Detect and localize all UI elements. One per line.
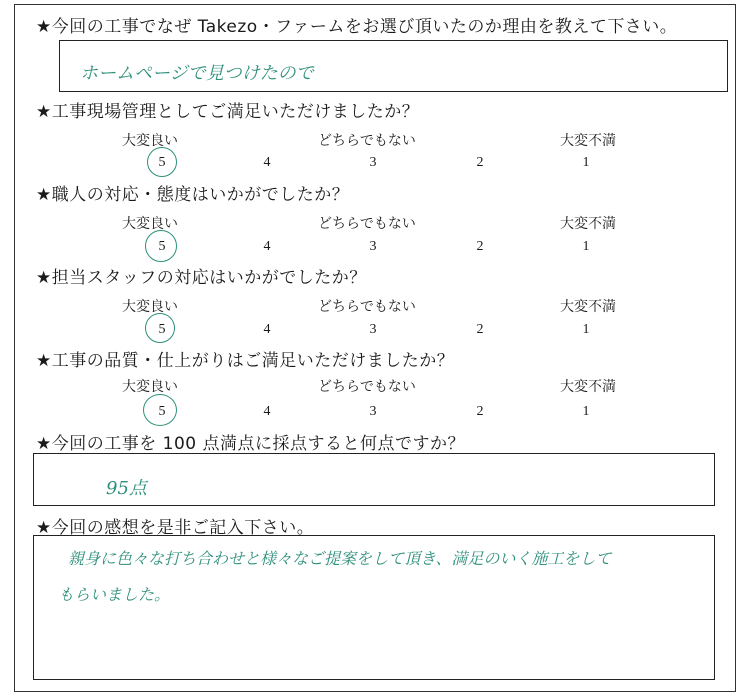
rating-3: 3: [369, 155, 377, 170]
rating-1: 1: [582, 404, 590, 419]
scale-label-worst: 大変不満: [560, 133, 616, 149]
scale-label-neutral: どちらでもない: [318, 133, 416, 149]
scale-label-neutral: どちらでもない: [318, 379, 416, 395]
scale-label-best: 大変良い: [122, 133, 178, 149]
scale-label-neutral: どちらでもない: [318, 216, 416, 232]
question-reason: ★今回の工事でなぜ Takezo・ファームをお選び頂いたのか理由を教えて下さい。: [36, 17, 678, 37]
answer-box-score: [33, 453, 715, 506]
question-craftsman-attitude: ★職人の対応・態度はいかがでしたか？: [36, 185, 350, 205]
rating-4: 4: [263, 322, 271, 337]
answer-reason: ホームページで見つけたので: [80, 63, 314, 84]
scale-label-best: 大変良い: [122, 299, 178, 315]
answer-comment-line-1: 親身に色々な打ち合わせと様々なご提案をして頂き、満足のいく施工をして: [68, 549, 612, 568]
rating-2: 2: [476, 155, 484, 170]
scale-label-worst: 大変不満: [560, 299, 616, 315]
rating-4: 4: [263, 404, 271, 419]
rating-4: 4: [263, 239, 271, 254]
rating-5: 5: [158, 322, 166, 337]
rating-3: 3: [369, 322, 377, 337]
rating-2: 2: [476, 322, 484, 337]
question-score: ★今回の工事を 100 点満点に採点すると何点ですか？: [36, 434, 465, 454]
question-comments: ★今回の感想を是非ご記入下さい。: [36, 518, 315, 538]
answer-comment-line-2: もらいました。: [58, 585, 171, 604]
question-staff-response: ★担当スタッフの対応はいかがでしたか？: [36, 268, 367, 288]
answer-box-reason: [59, 40, 728, 92]
rating-2: 2: [476, 239, 484, 254]
question-site-management: ★工事現場管理としてご満足いただけましたか？: [36, 102, 420, 122]
answer-box-comments: [33, 535, 715, 680]
scale-label-best: 大変良い: [122, 379, 178, 395]
scale-label-worst: 大変不満: [560, 379, 616, 395]
rating-3: 3: [369, 404, 377, 419]
rating-5: 5: [158, 155, 166, 170]
rating-1: 1: [582, 155, 590, 170]
rating-3: 3: [369, 239, 377, 254]
rating-5: 5: [158, 239, 166, 254]
scale-label-best: 大変良い: [122, 216, 178, 232]
rating-4: 4: [263, 155, 271, 170]
rating-1: 1: [582, 322, 590, 337]
answer-score: 95点: [106, 478, 147, 499]
rating-5: 5: [158, 404, 166, 419]
rating-2: 2: [476, 404, 484, 419]
rating-1: 1: [582, 239, 590, 254]
scale-label-neutral: どちらでもない: [318, 299, 416, 315]
question-quality: ★工事の品質・仕上がりはご満足いただけましたか？: [36, 351, 455, 371]
scale-label-worst: 大変不満: [560, 216, 616, 232]
